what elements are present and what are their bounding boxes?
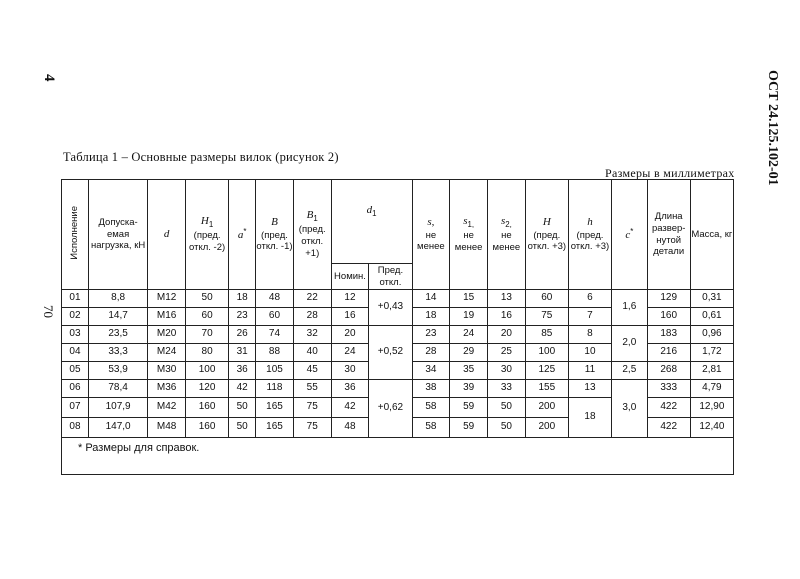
header-h: h (пред. откл. +3) [568, 180, 611, 290]
c-value-03-04: 2,0 [612, 326, 648, 362]
header-s1: $s_{1,}$ не менее [450, 180, 488, 290]
header-d1: $d_1$ [331, 180, 412, 264]
c-value-01-02: 1,6 [612, 290, 648, 326]
header-c: c* [612, 180, 648, 290]
units-note: Размеры в миллиметрах [605, 166, 735, 180]
table-row: 07 107,9 M42 160 50 165 75 42 58 59 50 200 18 422 12,90 [62, 398, 734, 418]
d1-tolerance-01-02: +0,43 [369, 290, 412, 326]
header-d1-tolerance: Пред. откл. [369, 264, 412, 290]
table-row: 04 33,3 M24 80 31 88 40 24 28 29 25 100 10 216 1,72 [62, 344, 734, 362]
header-h1: $H_1$ (пред. откл. -2) [186, 180, 229, 290]
header-row [62, 180, 734, 264]
page-side-number: 70 [41, 305, 56, 318]
header-d: d [148, 180, 186, 290]
c-value-06-08: 3,0 [612, 380, 648, 438]
table-row: 08 147,0 M48 160 50 165 75 48 58 59 50 200 422 12,40 [62, 418, 734, 438]
dimensions-table [61, 179, 734, 475]
document-code: ОСТ 24.125.102-01 [765, 70, 780, 186]
header-H: H (пред. откл. +3) [525, 180, 568, 290]
header-b1: $B_1$ (пред. откл. +1) [293, 180, 331, 290]
header-a: a* [229, 180, 256, 290]
header-mass: Масса, кг [690, 180, 733, 290]
header-load: Допуска-емая нагрузка, кН [88, 180, 147, 290]
header-variant: Исполнение [62, 180, 89, 290]
table-row: 05 53,9 M30 100 36 105 45 30 34 35 30 125 11 2,5 268 2,81 [62, 362, 734, 380]
header-b: B (пред. откл. -1) [256, 180, 294, 290]
page-number: 4 [41, 74, 57, 82]
table-row: 03 23,5 M20 70 26 74 32 20 +0,52 23 24 20 85 8 2,0 183 0,96 [62, 326, 734, 344]
table-title: Таблица 1 – Основные размеры вилок (рисунок 2) [63, 150, 339, 164]
header-s: s, не менее [412, 180, 450, 290]
header-length: Длина развер-нутой детали [647, 180, 690, 290]
header-s2: $s_{2,}$ не менее [488, 180, 526, 290]
footnote-row [62, 438, 734, 475]
c-value-05: 2,5 [612, 362, 648, 380]
table-row: 01 8,8 M12 50 18 48 22 12 +0,43 14 15 13 60 6 1,6 129 0,31 [62, 290, 734, 308]
d1-tolerance-06-08: +0,62 [369, 380, 412, 438]
table-row: 06 78,4 M36 120 42 118 55 36 +0,62 38 39 33 155 13 3,0 333 4,79 [62, 380, 734, 398]
table-footnote: * Размеры для справок. [62, 438, 734, 475]
table-row: 02 14,7 M16 60 23 60 28 16 18 19 16 75 7 160 0,61 [62, 308, 734, 326]
h-value-07-08: 18 [568, 398, 611, 438]
header-d1-nominal: Номин. [331, 264, 369, 290]
d1-tolerance-03-05: +0,52 [369, 326, 412, 380]
